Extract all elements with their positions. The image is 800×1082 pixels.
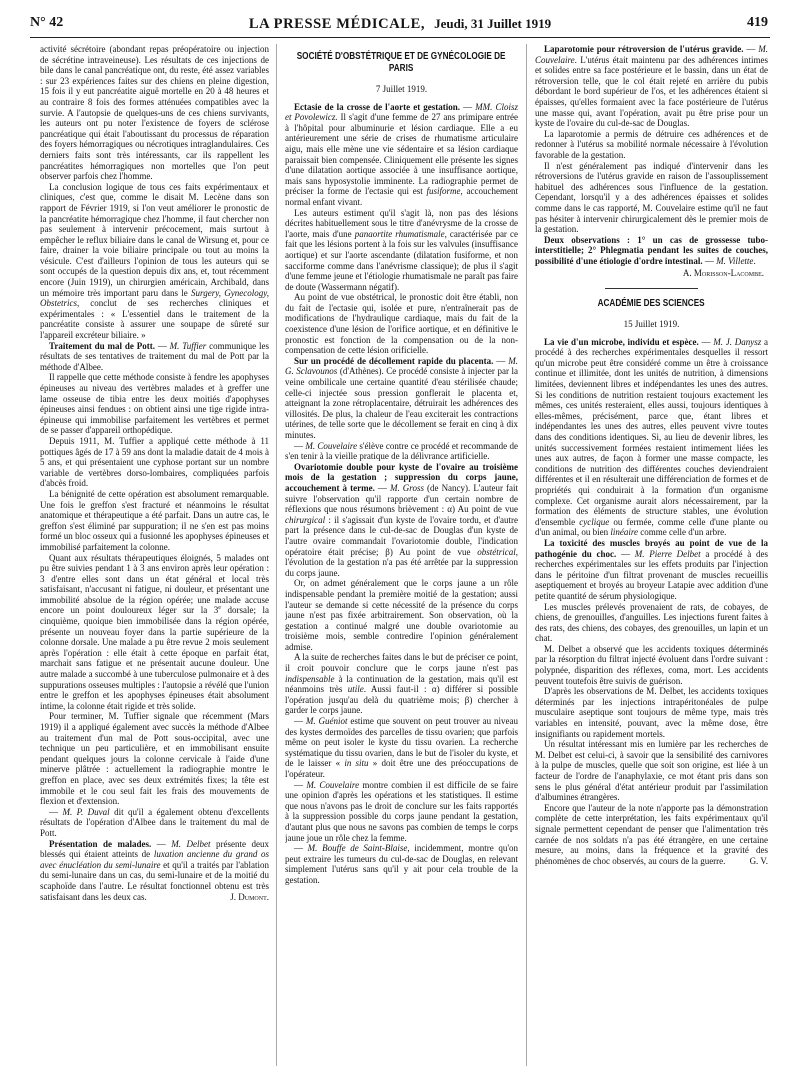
paragraph	[535, 538, 768, 602]
text-run: communique les résultats de ses tentatives de traitement du mal de Pott par la méthode d'Albee.	[40, 340, 269, 372]
italic-text: chirurgical	[285, 514, 326, 525]
text-run: . Aussi faut-il : α) différer si possible l'opération jusqu'au delà du quatrième mois; β) chercher à garder le corps jaune.	[285, 684, 518, 716]
paragraph	[40, 44, 269, 182]
italic-text: M. Bouffe de Saint-Blaise	[307, 843, 408, 854]
paragraph	[40, 553, 269, 712]
italic-text: indispensable	[285, 673, 335, 684]
text-run: —	[294, 779, 307, 790]
paragraph-title: Deux observations : 1° un cas de grossesse tubo-interstitielle; 2° Phlegmatia pendant les suites de couches, possibilité d'une étiologie d'ordre intestinal.	[535, 234, 768, 266]
paragraph-title: Ectasie de la crosse de l'aorte et gestation.	[294, 101, 461, 112]
text-run: Les muscles prélevés provenaient de rats, de cobayes, de chiens, de grenouilles, d'anguilles. Les injections furent faites à des rats, des chiens, des cobayes, des grenouilles, un lapin et un chat.	[535, 601, 768, 644]
text-run: Il s'agit d'une femme de 27 ans primipare entrée à l'hôpital pour albuminurie et lésion cardiaque. Elle a eu antérieurement une série de crises de rhumatisme articulaire aigu, mais elle mène une vie sédentaire et sa lésion cardiaque paraissait bien compensée. Cliniquement elle présente les signes d'une dilatation aortique associée à une insuffisance aortique, mais sans hyposystolie imminente. La radiographie permet de préciser la forme de l'ectasie qui est	[285, 112, 518, 197]
italic-text: Surgery, Gynecology, Obstetrics	[40, 287, 269, 309]
paragraph	[40, 839, 269, 903]
italic-text: M. Delbet	[171, 838, 211, 849]
section-date: 15 Juillet 1919.	[623, 319, 680, 330]
column-left	[40, 44, 269, 1074]
italic-text: fusiforme	[426, 186, 461, 197]
section-date: 7 Juillet 1919.	[375, 84, 428, 94]
section-heading	[285, 51, 518, 75]
italic-text: cyclique	[579, 516, 610, 527]
italic-text: M. Couvelaire	[305, 440, 358, 451]
text-run: La laparotomie a permis de détruire ces adhérences et de redonner à l'utérus sa mobilité normale nécessaire à l'évolution favorable de la gestation.	[535, 128, 768, 160]
section-heading	[535, 298, 768, 310]
text-run: Or, on admet généralement que le corps jaune a un rôle indispensable pendant la première moitié de la gestation; aussi l'auteur se demande si cette nécessité de la présence du corps jaune n'est pas fixée arbitrairement. Son observation, où la gestation a continué malgré une double ovariotomie au troisième mois, semble contredire l'opinion généralement admise.	[285, 578, 518, 652]
paragraph	[285, 208, 518, 293]
text-run: dit qu'il a également obtenu d'excellents résultats de l'opération d'Albee dans le traitement du mal de Pott.	[40, 806, 269, 838]
author-signature: J. Dumont.	[230, 891, 269, 902]
text-run: activité sécrétoire (abondant repas préopératoire ou injection de sécrétine intraveineuse). Les résultats de ces injections de bile dans le canal pancréatique ont, du reste, été assez variables : sur 23 expériences faites sur des chiens en pleine digestion, 15 fois il y eut pancréatite aiguë mortelle en 20 à 48 heures et au contraire 8 fois des formes atténuées compatibles avec la survie. A l'autopsie de quelques-uns de ces chiens survivants, les auteurs ont pu noter l'existence de foyers de sclérose pancréatique qui était l'aboutissant du processus de réparation des foyers hémorragiques ou nécrotiques intraglandulaires. Ces derniers faits sont très intéressants, car ils rappellent les pancréatites hémorragiques non mortelles que l'on peut observer parfois chez l'homme.	[40, 44, 269, 182]
paragraph-title: La vie d'un microbe, individu et espèce.	[544, 336, 699, 347]
text-run: , l'évolution de la gestation n'a pas été arrêtée par la suppression du corps jaune.	[285, 546, 518, 578]
text-run: A la suite de recherches faites dans le but de préciser ce point, il croit pouvoir conclure que le corps jaune n'est pas	[285, 652, 518, 674]
italic-text: in situ	[344, 758, 369, 769]
paragraph	[40, 372, 269, 436]
italic-text: utile	[347, 684, 364, 695]
text-run: —	[702, 255, 717, 266]
text-run: et qu'il a traités par l'ablation du semi-lunaire dans un cas, du semi-lunaire et de la moitié du scaphoïde dans l'autre. Le résultat fonctionnel obtenu est très satisfaisant dans les deux cas.	[40, 859, 269, 902]
masthead	[150, 15, 650, 33]
text-run: a procédé à des recherches expérimentales desquelles il ressort qu'un microbe peut être considéré comme un être à croissance continue et illimitée, dont les unités de nutrition, à dimensions limitées, deviennent libres et indépendantes les unes des autres. Si les conditions de nutrition restaient toujours exactement les mêmes, ces unités resteraient, elles aussi, toujours identiques à elles-mêmes, précisément, parce que, étant libres et indépendantes les unes des autres, elles peuvent vivre toutes dans des conditions identiques. Si, au lieu de devenir libres, les unités successivement formées restaient intimement liées les unes aux autres, de façon à former une masse compacte, les conditions de nutrition des différentes couches deviendraient différentes et il en résulterait une différenciation de formes et de propriétés qui conduirait à la formation d'un organisme complexe. Cet organisme aurait alors nécessairement, par la formation des éléments de structure stables, une évolution d'ensemble	[535, 336, 768, 527]
paragraph-title: La toxicité des muscles broyés au point de vue de la pathogénie du choc.	[535, 537, 768, 559]
text-run: » doit être une des préoccupations de l'opérateur.	[285, 758, 518, 779]
italic-text: obstétrical	[477, 546, 516, 557]
text-run: . L'utérus était maintenu par des adhérences intimes et solides entre sa face postérieure et le bassin, dans un état de rétroversion telle, que le col était rejeté en arrière du pubis débordant le bord supérieur de l'os, et les adhérences étaient si épaisses, qu'elles formaient avec la face postérieure de l'utérus une masse qui, avant l'opération, avait pu être prise pour un kyste de l'ovaire du cul-de-sac de Douglas.	[535, 54, 768, 129]
column-divider	[526, 44, 527, 1066]
text-run: —	[698, 336, 714, 347]
text-run: dorsale; la cinquième, quoique bien immobilisée dans la région opérée, présente un nouveau foyer dans la partie supérieure de la colonne dorsale. Une malade a pu être revue 2 mois seulement après l'opération : elle était à cette époque en parfait état, marchait sans fatigue et ne présentait aucune douleur. Une autre malade a succombé à une tuberculose pulmonaire et à des suppurations osseuses multiples : l'autopsie a révélé que l'union entre le greffon et les apophyses épineuses était absolument intime, la colonne était rigide et très solide.	[40, 605, 269, 711]
text-run: (d'Athènes). Ce procédé consiste à injecter par la veine ombilicale une certaine quantité d'eau stérilisée chaude; celle-ci injectée sous pression gonflerait le placenta et, atteignant la zone rétroplacentaire, détruirait les adhérences des villosités. De plus, la chaleur de l'eau exciterait les contractions utérines, de telle sorte que le décollement se ferait en cinq à dix minutes.	[285, 366, 518, 440]
paragraph	[40, 436, 269, 489]
paragraph	[285, 356, 518, 441]
italic-text: M. Guéniot	[305, 716, 348, 727]
italic-text: M. G. Sclavounos	[285, 355, 518, 377]
journal-title: LA PRESSE MÉDICALE,	[248, 16, 426, 32]
text-run: Quant aux résultats thérapeutiques éloignés, 5 malades ont pu être suivies pendant 1 à 3 ans environ après leur opération : 3 d'entre elles sont dans un état général et local très satisfaisant, n'accusant ni fatigue, ni douleur, et présentant une immobilité absolue de la région opérée; une malade accuse encore un point douloureux léger sur la 3	[40, 552, 269, 616]
paragraph	[285, 441, 518, 462]
column-middle	[285, 44, 518, 1074]
italic-text: panaortite rhumatismale	[354, 228, 445, 239]
text-run: comme celle d'un arbre.	[638, 527, 727, 538]
text-run: : il s'agissait d'un kyste de l'ovaire tordu, et d'autre part la présence dans le cul-de-sac de Douglas d'un kyste de l'autre ovaire commandait l'ovariotomie double, l'indication opératoire était précise; β) Au point de vue	[285, 514, 518, 557]
paragraph	[535, 44, 768, 129]
text-run: Pour terminer, M. Tuffier signale que récemment (Mars 1919) il a appliqué également avec succès la méthode d'Albee au traitement d'un mal de Pott sous-occipital, avec une technique un peu particulière, et en immobilisant ensuite pendant quelques jours la colonne cervicale à l'aide d'une minerve plâtrée : actuellement la radiographie montre le greffon en place, avec ses deux extrémités fixes; la tête est immobile et le cou seul fait les frais des mouvements de flexion et d'extension.	[40, 711, 269, 807]
paragraph	[285, 462, 518, 579]
text-run: Encore que l'auteur de la note n'apporte pas la démonstration complète de cette interprétation, les faits expérimentaux qu'il signale permettent cependant de penser que l'alimentation très carnée de nos soldats n'a pas été étrangère, en une certaine mesure, au moins, dans la fréquence et la gravité des phénomènes de choc observés, au cours de la guerre.	[535, 802, 768, 866]
text-run: —	[151, 838, 172, 849]
paragraph-title: Ovariotomie double pour kyste de l'ovaire au troisième mois de la gestation ; suppression du corps jaune, accouchement à terme.	[285, 461, 518, 493]
italic-text: M. Tuffier	[169, 340, 207, 351]
paragraph	[285, 292, 518, 356]
paragraph	[285, 102, 518, 208]
paragraph	[285, 652, 518, 716]
paragraph-title: Présentation de malades.	[49, 838, 152, 849]
section-heading-text: ACADÉMIE DES SCIENCES	[597, 298, 706, 310]
paragraph	[285, 716, 518, 780]
text-run: , conclut de ses recherches cliniques et expérimentales : « L'essentiel dans le traitement de la pancréatite consiste à assurer une soupape de sûreté sur l'appareil excréteur biliaire. »	[40, 298, 269, 341]
text-run: .	[753, 255, 756, 266]
section-heading-text: SOCIÉTÉ D'OBSTÉTRIQUE ET DE GYNÉCOLOGIE DE PARIS	[297, 51, 506, 74]
italic-text: M. Villette	[716, 255, 754, 266]
italic-text: luxation ancienne du grand os avec énucléation du semi-lunaire	[40, 849, 269, 870]
paragraph	[535, 235, 768, 267]
italic-text: linéaire	[610, 527, 639, 538]
italic-text: M. Gross	[389, 482, 424, 493]
text-run: —	[294, 843, 308, 854]
text-run: ou fermée, comme celle d'une plante ou d'un animal, ou bien	[535, 516, 768, 538]
paragraph	[285, 578, 518, 652]
issue-number: N° 42	[30, 15, 64, 30]
text-run: —	[616, 548, 635, 559]
text-run: présente deux blessés qui étaient atteints de	[40, 838, 269, 860]
text-run: Depuis 1911, M. Tuffier a appliqué cette méthode à 11 pottiques âgés de 17 à 59 ans dont la maladie datait de 4 mois à 5 ans, et qui présentaient une cyphose portant sur un nombre variable de vertèbres dorso-lombaires, compliquées parfois d'abcès froid.	[40, 435, 269, 489]
paragraph	[535, 129, 768, 161]
text-run: —	[294, 440, 306, 451]
text-run: a procédé à des recherches expérimentales sur les effets produits par l'injection dans le péritoine d'un filtrat provenant de muscles recueillis aseptiquement et broyés au broyeur Latapie avec addition d'une petite quantité de sérum physiologique.	[535, 548, 768, 601]
text-run: estime que souvent on peut trouver au niveau des kystes dermoïdes des parcelles de tissu ovarien; que parfois même on peut isoler le kyste du tissu ovarien. La recherche systématique du tissu ovarien, dans le but de l'isoler du kyste, et de le laisser «	[285, 716, 518, 769]
paragraph	[285, 780, 518, 844]
column-divider	[276, 44, 277, 1066]
text-run: —	[374, 482, 390, 493]
text-run: , accouchement normal enfant vivant.	[285, 186, 518, 207]
text-run: La conclusion logique de tous ces faits expérimentaux et cliniques, c'est que, comme le disait M. Lecène dans son rapport de Février 1919, si l'on veut améliorer le pronostic de la pancréatite hémorragique chez l'homme, il faut chercher non pas seulement à intervenir précocement, mais surtout à empêcher le reflux biliaire dans le canal de Wirsung et, pour ce faire, drainer la voie biliaire principale ou tout au moins la vésicule. C'est d'ailleurs l'opinion de tous les auteurs qui se sont occupés de la question depuis dix ans, et, tout récemment encore (Juin 1919), un chirurgien américain, Archibald, dans un mémoire très important paru dans le	[40, 181, 269, 298]
text-run: La bénignité de cette opération est absolument remarquable. Une fois le greffon s'est fracturé et néanmoins le résultat anatomique et thérapeutique a été parfait. Dans un autre cas, le greffon s'est éliminé par suppuration; il ne s'en est pas moins formé un bloc osseux qui a fusionné les apophyses épineuses et immobilisé parfaitement la colonne.	[40, 488, 269, 552]
text-run: Au point de vue obstétrical, le pronostic doit être établi, non du fait de l'ectasie qui, isolée et pure, n'entraînerait pas de modifications de l'hydraulique cardiaque, mais du fait de la coexistence d'une lésion de l'orifice aortique, et en définitive le pronostic est fonction de la compensation ou de la non-compensation de cette lésion orificielle.	[285, 292, 518, 356]
italic-text: M. P. Duval	[62, 806, 110, 817]
text-run: à la continuation de la gestation, mais qu'il est néanmoins très	[285, 673, 518, 695]
author-signature: A. Morisson-Lacombe.	[682, 268, 764, 279]
italic-text: M. Pierre Delbet	[634, 548, 701, 559]
text-run: s'élève contre ce procédé et recommande de s'en tenir à la vieille pratique de la délivrance artificielle.	[285, 440, 518, 462]
italic-text: MM. Cloisz et Povolewicz.	[285, 101, 518, 123]
superscript: e	[218, 605, 221, 612]
text-run: Un résultat intéressant mis en lumière par les recherches de M. Delbet est celui-ci, à savoir que la sensibilité des carnivores à la pulpe de muscles, quelle que soit son origine, est liée à un facteur de l'ordre de l'anaphylaxie, ce mot étant pris dans son sens le plus général d'état antérieur produit par l'assimilation d'albumines étrangères.	[535, 739, 768, 803]
paragraph	[40, 489, 269, 553]
author-signature: G. V.	[749, 855, 768, 866]
paragraph	[535, 686, 768, 739]
paragraph	[535, 803, 768, 867]
text-run: —	[493, 355, 509, 366]
text-run: —	[49, 806, 63, 817]
text-run: M. Delbet a observé que les accidents toxiques déterminés par la résorption du filtrat injecté évoluent dans l'ordre suivant : polypnée, disparition des réflexes, coma, mort. Les accidents peuvent toutefois être suivis de guérison.	[535, 643, 768, 686]
text-run: Les auteurs estiment qu'il s'agit là, non pas des lésions décrites habituellement sous le titre d'anévrysme de la crosse de l'aorte, mais d'une	[285, 207, 518, 239]
italic-text: M. Couvelaire	[535, 44, 768, 65]
paragraph	[535, 739, 768, 803]
page-number: 419	[747, 15, 768, 30]
issue-date: Jeudi, 31 Juillet 1919	[434, 16, 552, 31]
paragraph	[535, 337, 768, 538]
paragraph	[535, 602, 768, 644]
header-rule	[30, 37, 770, 38]
text-run: —	[743, 44, 759, 54]
text-run: —	[460, 101, 476, 112]
paragraph	[40, 341, 269, 373]
text-run: D'après les observations de M. Delbet, les accidents toxiques déterminés par les injections intrapéritonéales de pulpe musculaire aseptique sont toujours de même type, mais très variables en intensité, pouvant, avec la même dose, être insignifiants ou rapidement mortels.	[535, 686, 768, 739]
paragraph	[535, 644, 768, 686]
paragraph	[40, 182, 269, 341]
paragraph	[535, 161, 768, 235]
italic-text: M. J. Danysz	[713, 336, 762, 347]
paragraph	[285, 843, 518, 885]
text-run: , incidemment, montre qu'on peut extraire les tumeurs du cul-de-sac de Douglas, en relevant simplement l'utérus sans qu'il y ait pour cela trouble de la gestation.	[285, 843, 518, 885]
text-run: Il rappelle que cette méthode consiste à fendre les apophyses épineuses au niveau des vertèbres malades et à greffer une lame osseuse de tibia entre les deux moitiés d'apophyses épineuses ainsi fendues : on obtient ainsi une tige rigide intra-épineuse qui immobilise parfaitement les vertèbres et permet de se passer d'appareil orthopédique.	[40, 372, 269, 436]
paragraph-title: Laparotomie pour rétroversion de l'utérus gravide.	[544, 44, 744, 54]
paragraph	[40, 807, 269, 839]
text-run: Il n'est généralement pas indiqué d'intervenir dans les rétroversions de l'utérus gravide en raison de l'assouplissement habituel des adhérences sous l'influence de la gestation. Cependant, lorsqu'il y a des adhérences épaisses et solides comme dans le cas rapporté, M. Couvelaire estime qu'il ne faut pas hésiter à intervenir chirurgicalement dès le premier mois de la gestation.	[535, 160, 768, 235]
paragraph	[40, 711, 269, 806]
paragraph-title: Sur un procédé de décollement rapide du placenta.	[294, 355, 494, 366]
text-run: , caractérisée par ce fait que les lésions portent à la fois sur les valvules (insuffisance aortique) et sur l'aorte ascendante (dilatation fusiforme, et non sacciforme comme dans l'anévrisme classique); de plus il s'agit d'une femme jeune et l'étiologie rhumatismale ne paraît pas faire de doute (Wassermann négatif).	[285, 228, 518, 292]
text-run: montre combien il est difficile de se faire une opinion d'après les opérations et les statistiques. Il estime que nous n'avons pas le droit de conclure sur les faits rapportés à la suppression possible du corps jaune pendant la gestation, d'autant plus que nous ne savons pas combien de temps le corps jaune joue un rôle chez la femme.	[285, 779, 518, 843]
text-run: —	[154, 340, 170, 351]
paragraph-title: Traitement du mal de Pott.	[49, 340, 155, 351]
text-run: —	[294, 716, 306, 727]
column-right	[535, 44, 768, 1074]
text-run: (de Nancy). L'auteur fait suivre l'observation qu'il rapporte d'un certain nombre de réflexions que nous résumons brièvement : α) Au point de vue	[285, 482, 518, 515]
italic-text: M. Couvelaire	[306, 779, 360, 790]
